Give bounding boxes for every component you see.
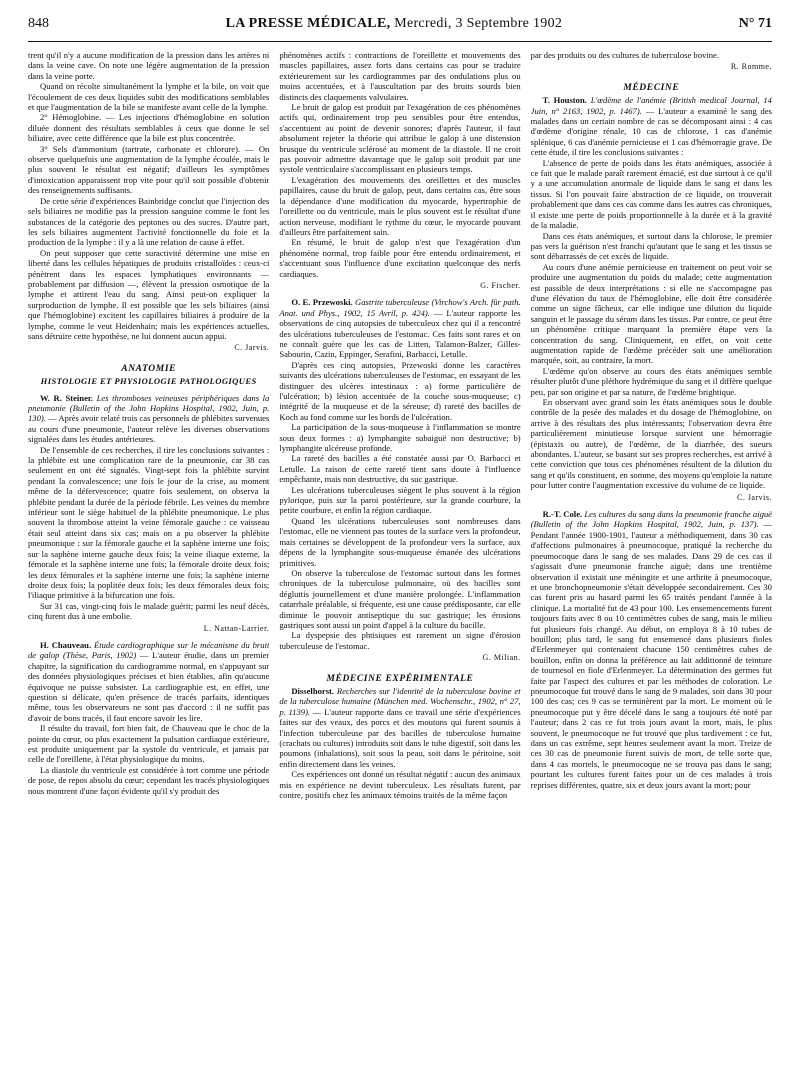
paragraph: — L'auteur rapporte dans ce travail une série d'expériences faites sur des veaux, des porcs et des moutons qui furent soumis à l'infection tuberculeuse par des bacilles de tuberculose humaine (crachats ou cultures) introduits soit dans le tube digestif, soit dans les poumons (inhalations), soit sous la peau, soit dans le péritoine, soit enfin directement dans les veines.: [279, 706, 521, 769]
review-heading: [531, 509, 772, 790]
article-columns: [28, 50, 772, 1076]
review-author: H. Chauveau.: [40, 639, 92, 650]
section-title: ANATOMIE: [121, 363, 177, 374]
paragraph: Ces expériences ont donné un résultat négatif : aucun des animaux mis en expérience ne devint tuberculeux. Les résultats furent, par contre, positifs chez les animaux témoins traités de la même façon: [279, 769, 521, 801]
paragraph: La participation de la sous-muqueuse à l'inflammation se montre sous deux formes : a) lymphangite subaiguë non destructive; b) lymphangite ulcéreuse profonde.: [279, 422, 521, 454]
paragraph: Au cours d'une anémie pernicieuse en traitement on peut voir se produire une augmentation du poids du malade; cette augmentation est passible de deux interprétations : si elle ne s'accompagne pas d'une élévation du taux de l'hémoglobine, elle doit être considérée comme un signe fâcheux, car elle indique une dilution du liquide sanguin et le passage du sérum dans les tissus. Par contre, ce peut être un phénomène critique marquant la première étape vers la concentration du sang. Cliniquement, en effet, on voit cette augmentation rapide de l'œdème précéder soit une amélioration marquée, soit, au contraire, la mort.: [530, 261, 772, 366]
page-header: [28, 16, 772, 42]
signature: G. Fischer.: [480, 280, 521, 290]
paragraph: En observant avec grand soin les états anémiques sous le double contrôle de la pesée des malades et du dosage de l'hémoglobine, on arrive à des résultats des plus intéressants; l'observation devra être particulièrement minutieuse lorsque survient une hémorragie (épistaxis ou autre), de l'œdème, de la diarrhée, des sueurs abondantes. L'auteur, se basant sur ses propres recherches, est arrivé à cette conviction que tous ces phénomènes résultent de la dilution du sang et qu'ils constituent, en somme, des moyens qu'emploie la nature pour lutter contre l'augmentation excessive du volume de ce liquide.: [530, 397, 772, 491]
review-work: Les cultures du sang dans la pneumonie franche aiguë (Bulletin of the John Hopkins Hospital, 1902, Juin, p. 137).: [530, 509, 772, 530]
journal-title: [226, 16, 563, 32]
paragraph: On peut supposer que cette suractivité détermine une mise en liberté dans les cellules hépatiques de produits cristalloïdes : ceux-ci pénètrent dans les espaces lymphatiques environnants — probablement par diffusion —, élèvent la pression osmotique de la lymphe et attirent l'eau du sang. Ainsi peut-on expliquer la surproduction de lymphe. Il est possible que les sels biliaires (ainsi que l'hémoglobine) excitent les capillaires biliaires à produire de la lymphe, comme le veut Heidenhain; mais les expériences actuelles, sans détruire cette hypothèse, ne lui donnent aucun appui.: [28, 247, 270, 341]
paragraph: par des produits ou des cultures de tuberculose bovine.: [530, 50, 719, 60]
review-heading: [28, 393, 269, 445]
paragraph: phénomènes actifs : contractions de l'oreillette et mouvements des muscles papillaires, assez forts dans certains cas pour se traduire extérieurement sur les cardiogrammes par des ondulations plus ou moins accentuées, et à l'auscultation par des bruits sourds bien distincts des claquements valvulaires.: [279, 50, 521, 102]
review-heading: [28, 640, 269, 723]
paragraph: Dans ces états anémiques, et surtout dans la chlorose, le premier pas vers la guérison n'est franchi qu'autant que le sang et les tissus se sont débarrassés de cet excès de liquide.: [530, 230, 772, 262]
paragraph: Le bruit de galop est produit par l'exagération de ces phénomènes actifs qui, ordinairement trop peu sensibles pour être entendus, s'accentuent au point de devenir sonores; d'après l'auteur, il faut absolument rejeter la théorie qui attribue le galop à une distension brusque du ventricule sclérosé au moment de la diastole. Il ne croit pas pouvoir admettre davantage que le galop soit produit par une systole ventriculaire s'accomplissant en plusieurs temps.: [279, 102, 521, 175]
paragraph: Quand les ulcérations tuberculeuses sont nombreuses dans l'estomac, elle ne viennent pas toutes de la surface vers la profondeur, mais certaines se développent de la profondeur vers la surface, aux dépens de la lymphangite sous-muqueuse émanée des ulcérations primitives.: [279, 515, 521, 568]
paragraph: L'absence de perte de poids dans les états anémiques, associée à ce fait que le malade paraît rarement émacié, est due surtout à ce qu'il y a une accumulation anormale de liquide dans le sang et dans les tissus. Si l'on pouvait faire abstraction de ce liquide, on trouverait probablement que dans ces cas comme dans les autres cas chroniques, il existe une perte de poids proportionnelle à la durée et à la gravité de la maladie.: [530, 157, 772, 231]
paragraph: L'exagération des mouvements des oreillettes et des muscles papillaires, cause du bruit de galop, peut, dans certains cas, être sous la dépendance d'une modification du myocarde, hypertrophie de l'oreillette ou du ventricule, mais le plus souvent est le résultat d'une action nerveuse, modifiant le rythme du cœur, le myocarde pouvant d'ailleurs être parfaitement sain.: [279, 174, 521, 237]
section-title: MÉDECINE: [623, 82, 680, 93]
paragraph: En résumé, le bruit de galop n'est que l'exagération d'un phénomène normal, trop faible pour être entendu ordinairement, et s'accentuant sous l'influence d'une excitation quelconque des nerfs cardiaques.: [279, 237, 521, 279]
review-author: Disselhorst.: [291, 685, 335, 696]
signature: C. Jarvis.: [234, 343, 270, 353]
review-author: T. Houston.: [542, 95, 587, 106]
column-3: [531, 50, 772, 1076]
review-heading: [279, 297, 520, 359]
section-title: MÉDECINE EXPÉRIMENTALE: [326, 673, 474, 684]
signature: L. Nattan-Larrier.: [203, 623, 270, 633]
paragraph: 2° Hémoglobine. — Les injections d'hémoglobine en solution diluée donnent des résultats semblables à ceux que donne le sel biliaire, avec cette différence que la bile est plus concentrée.: [28, 112, 270, 144]
paragraph: La rareté des bacilles a été constatée aussi par O. Barbacci et Letulle. La raison de cette rareté tient sans doute à l'influence empêchante, mais non destructive, du suc gastrique.: [279, 453, 521, 485]
review-heading: [531, 95, 772, 157]
paragraph: De l'ensemble de ces recherches, il tire les conclusions suivantes : la phlébite est une complication rare de la pneumonie, car 38 cas seulement en ont été signalés. Vingt-sept fois la phlébite survint pendant la convalescence; une fois le jour de la crise, au moment même de la défervescence; quatre fois seulement, on observa la phlébite pendant la durée de la période fébrile. Les veines du membre inférieur sont le siège habituel de la phlébite pneumonique. Le plus souvent la thrombose atteint la veine fémorale gauche : ce vaisseau était seul atteint dans six cas; mais on a pu observer la phlébite pneumonique : sur la fémorale gauche et la saphène interne une fois; sur la saphène interne gauche deux fois; la veine iliaque externe, la fémorale et la saphène interne une fois; la fémorale droite deux fois; les deux fémorales et la saphène interne une fois; la saphène interne droite deux fois; la poplitée deux fois; les deux fémorales deux fois; l'iliaque primitive à la bifurcation une fois.: [28, 444, 270, 601]
column-1: [28, 50, 269, 1076]
paragraph: — Pendant l'année 1900-1901, l'auteur a méthodiquement, dans 30 cas d'affections pulmonaires à pneumocoque, pratiqué la recherche du pneumocoque dans le sang de ses malades. Dans 29 de ces cas il s'agissait d'une pneumonie franche aiguë; dans une trentième observation il existait une méningite et une arthrite à pneumocoque, et une bronchopneumonie s'était développée secondairement. Ces 30 cas furent pris au hasard parmi les 65 traités pendant l'année à la clinique. La mortalité fut de 43 pour 100. Les ensemencements furent toujours faits avec 8 ou 10 centimètres cubes de sang, mais le milieu fut plusieurs fois changé. Au début, on employa 8 à 10 tubes de bouillon; plus tard, le sang fut ensemencé dans plusieurs fioles d'Erlenmeyer qui contenaient chacune 150 centimètres cubes de bouillon, enfin on donna la préférence au lait additionné de teinture de tournesol en fiole d'Erlenmeyer. La détermination des germes fut faite par l'aspect des cultures et par les méthodes de coloration. Le pneumocoque fut trouvé dans le sang de 9 malades, soit dans 30 pour 100 des cas; ces 9 cas se terminèrent par la mort. Le moment où le pneumocoque put y être décelé dans le sang a toujours été noté par l'auteur; dans 2 cas ce fut trois jours avant la mort, mais, le plus souvent, le pneumocoque ne fut trouvé que plus tardivement : ce fut, dans un cas extrême, sept heures seulement avant la mort. Treize de ces 30 cas de pneumonie furent suivis de mort, de telle sorte que, dans 4 cas mortels, le pneumocoque ne se trouva pas dans le sang; pourtant les cultures furent faites pour un de ces malades à trois reprises différentes, quatre, six et deux jours avant la mort; pour: [530, 519, 772, 790]
paragraph: — Après avoir relaté trois cas personnels de phlébites survenues au cours d'une pneumonie, l'auteur relève les diverses observations signalées dans les études antérieures.: [28, 413, 270, 445]
review-author: W. R. Steiner.: [40, 392, 94, 403]
review-work: Étude cardiographique sur le mécanisme du bruit de galop (Thèse, Paris, 1902): [28, 639, 270, 661]
paragraph: L'œdème qu'on observe au cours des états anémiques semble résulter plutôt d'une pléthore hydrémique du sang et il diffère quelque peu, par son origine et par sa nature, de l'œdème brightique.: [530, 365, 772, 397]
paragraph: D'après ces cinq autopsies, Przewoski donne les caractères suivants des ulcérations tuberculeuses de l'estomac, en essayant de les distinguer des ulcères intestinaux : a) forme particulière de l'ulcération; b) lésion accentuée de la couche sous-muqueuse; c) intégrité de la muqueuse et de la séreuse; d) rareté des bacilles de Koch au fond comme sur les bords de l'ulcération.: [279, 359, 521, 422]
paragraph: — L'auteur rapporte les observations de cinq autopsies de tuberculeux chez qui il a rencontré des ulcérations tuberculeuses de l'estomac. Ces faits sont rares et on ne connaît guère que les cas de Litten, Talamon-Balzer, Gilles-Sabourin, Cazin, Eppinger, Serafini, Barbacci, Letulle.: [279, 307, 521, 360]
paragraph: Quand on récolte simultanément la lymphe et la bile, on voit que l'écoulement de ces deux liquides subit des modifications semblables et que l'augmentation de la bile se manifeste avant celle de la lymphe.: [28, 81, 270, 113]
signature: G. Milian.: [482, 653, 521, 663]
review-work: L'œdème de l'anémie (British medical Journal, 14 Juin, n° 2163, 1902, p. 1467).: [530, 95, 772, 116]
issue-number: N° 71: [738, 16, 772, 31]
review-work: Gastrite tuberculeuse (Virchow's Arch. für path. Anat. und Phys., 1902, 15 Avril, p. 424).: [279, 297, 521, 318]
paragraph: Les ulcérations tuberculeuses siègent le plus souvent à la région pylorique, puis sur la paroi postérieure, sur la grande courbure, la petite courbure, et enfin la région cardiaque.: [279, 484, 521, 516]
paragraph: Il résulte du travail, fort bien fait, de Chauveau que le choc de la pointe du cœur, ou plus exactement la pulsation cardiaque extérieure, est produite uniquement par la systole du ventricule, et jamais par celle de l'oreillette, à l'état physiologique du moins.: [28, 723, 270, 765]
review-author: R.-T. Cole.: [542, 509, 583, 520]
review-author: O. E. Przewoski.: [291, 297, 353, 308]
paragraph: On observe la tuberculose de l'estomac surtout dans les formes chroniques de la tuberculose pulmonaire, où des bacilles sont dégluttis journellement et d'une manière prolongée. L'inflammation catarrhale préalable, si fréquente, est une cause prédisposante, car elle diminue le pouvoir antiseptique du suc gastrique; les érosions gastriques sont aussi un point d'appel à la culture du bacille.: [279, 567, 521, 630]
paragraph: 3° Sels d'ammonium (tartrate, carbonate et chlorure). — On observe quelquefois une augmentation de la lymphe écoulée, mais le plus souvent le résultat est négatif; d'ailleurs les symptômes d'intoxication apparaissent trop vite pour qu'il soit possible d'obtenir des renseignements suffisants.: [28, 143, 270, 196]
paragraph: La dyspepsie des phtisiques est rarement un signe d'érosion tuberculeuse de l'estomac.: [279, 630, 521, 651]
paragraph: trent qu'il n'y a aucune modification de la pression dans les artères ni dans la veine cave. On note une légère augmentation de la pression dans la veine porte.: [28, 50, 270, 81]
review-work: Les thromboses veineuses périphériques dans la pneumonie (Bulletin of the John Hopkins Hospital, 1902, Juin, p. 130).: [28, 392, 270, 424]
journal-name: LA PRESSE MÉDICALE,: [225, 16, 391, 31]
column-2: [279, 50, 520, 1076]
paragraph: De cette série d'expériences Bainbridge conclut que l'injection des sels biliaires ne modifie pas la pression sanguine comme le font les substances de la catégorie des peptones ou des sucres. D'autre part, les sels biliaires augmentent l'activité fonctionnelle du foie et la production de la lymphe : il y a là une relation de cause à effet.: [28, 195, 270, 248]
signature: C. Jarvis.: [736, 492, 772, 502]
paragraph: Sur 31 cas, vingt-cinq fois le malade guérit; parmi les neuf décès, cinq furent dus à une embolie.: [28, 600, 270, 622]
paragraph: La diastole du ventricule est considérée à tort comme une période de pose, de repos absolu du cœur; cependant les tracés physiologiques nous montrent d'une façon évidente qu'il s'y produit des: [28, 764, 270, 796]
page-number: 848: [28, 16, 49, 31]
review-work: Recherches sur l'identité de la tuberculose bovine et de la tuberculose humaine (München med. Wochenschr., 1902, n° 27, p. 1139).: [279, 685, 521, 717]
issue-date: Mercredi, 3 Septembre 1902: [394, 16, 563, 31]
subsection-title: HISTOLOGIE ET PHYSIOLOGIE PATHOLOGIQUES: [40, 376, 257, 387]
review-heading: [279, 686, 520, 769]
paragraph: — L'auteur étudie, dans un premier chapitre, la signification du cardiogramme normal, en s'appuyant sur des données physiologiques précises et bien établies, afin qu'aucune équivoque ne puisse subsister. La cardiographie est, en effet, une question si délicate, qu'en présence de tracés parfaits, identiques même, tous les observateurs ne sont pas d'accord : il ne suffit pas d'avoir de bons tracés, il faut encore savoir les lire.: [28, 650, 270, 723]
signature: R. Romme.: [730, 62, 772, 72]
paragraph: — L'auteur a examiné le sang des malades dans un certain nombre de cas se décomposant ainsi : 4 cas d'œdème d'origine rénale, 10 cas de chlorose, 1 cas d'anémie splénique, 6 cas d'anémie pernicieuse et 1 cas d'hémorragie grave. De cette étude, il tire les conclusions suivantes :: [530, 105, 772, 158]
